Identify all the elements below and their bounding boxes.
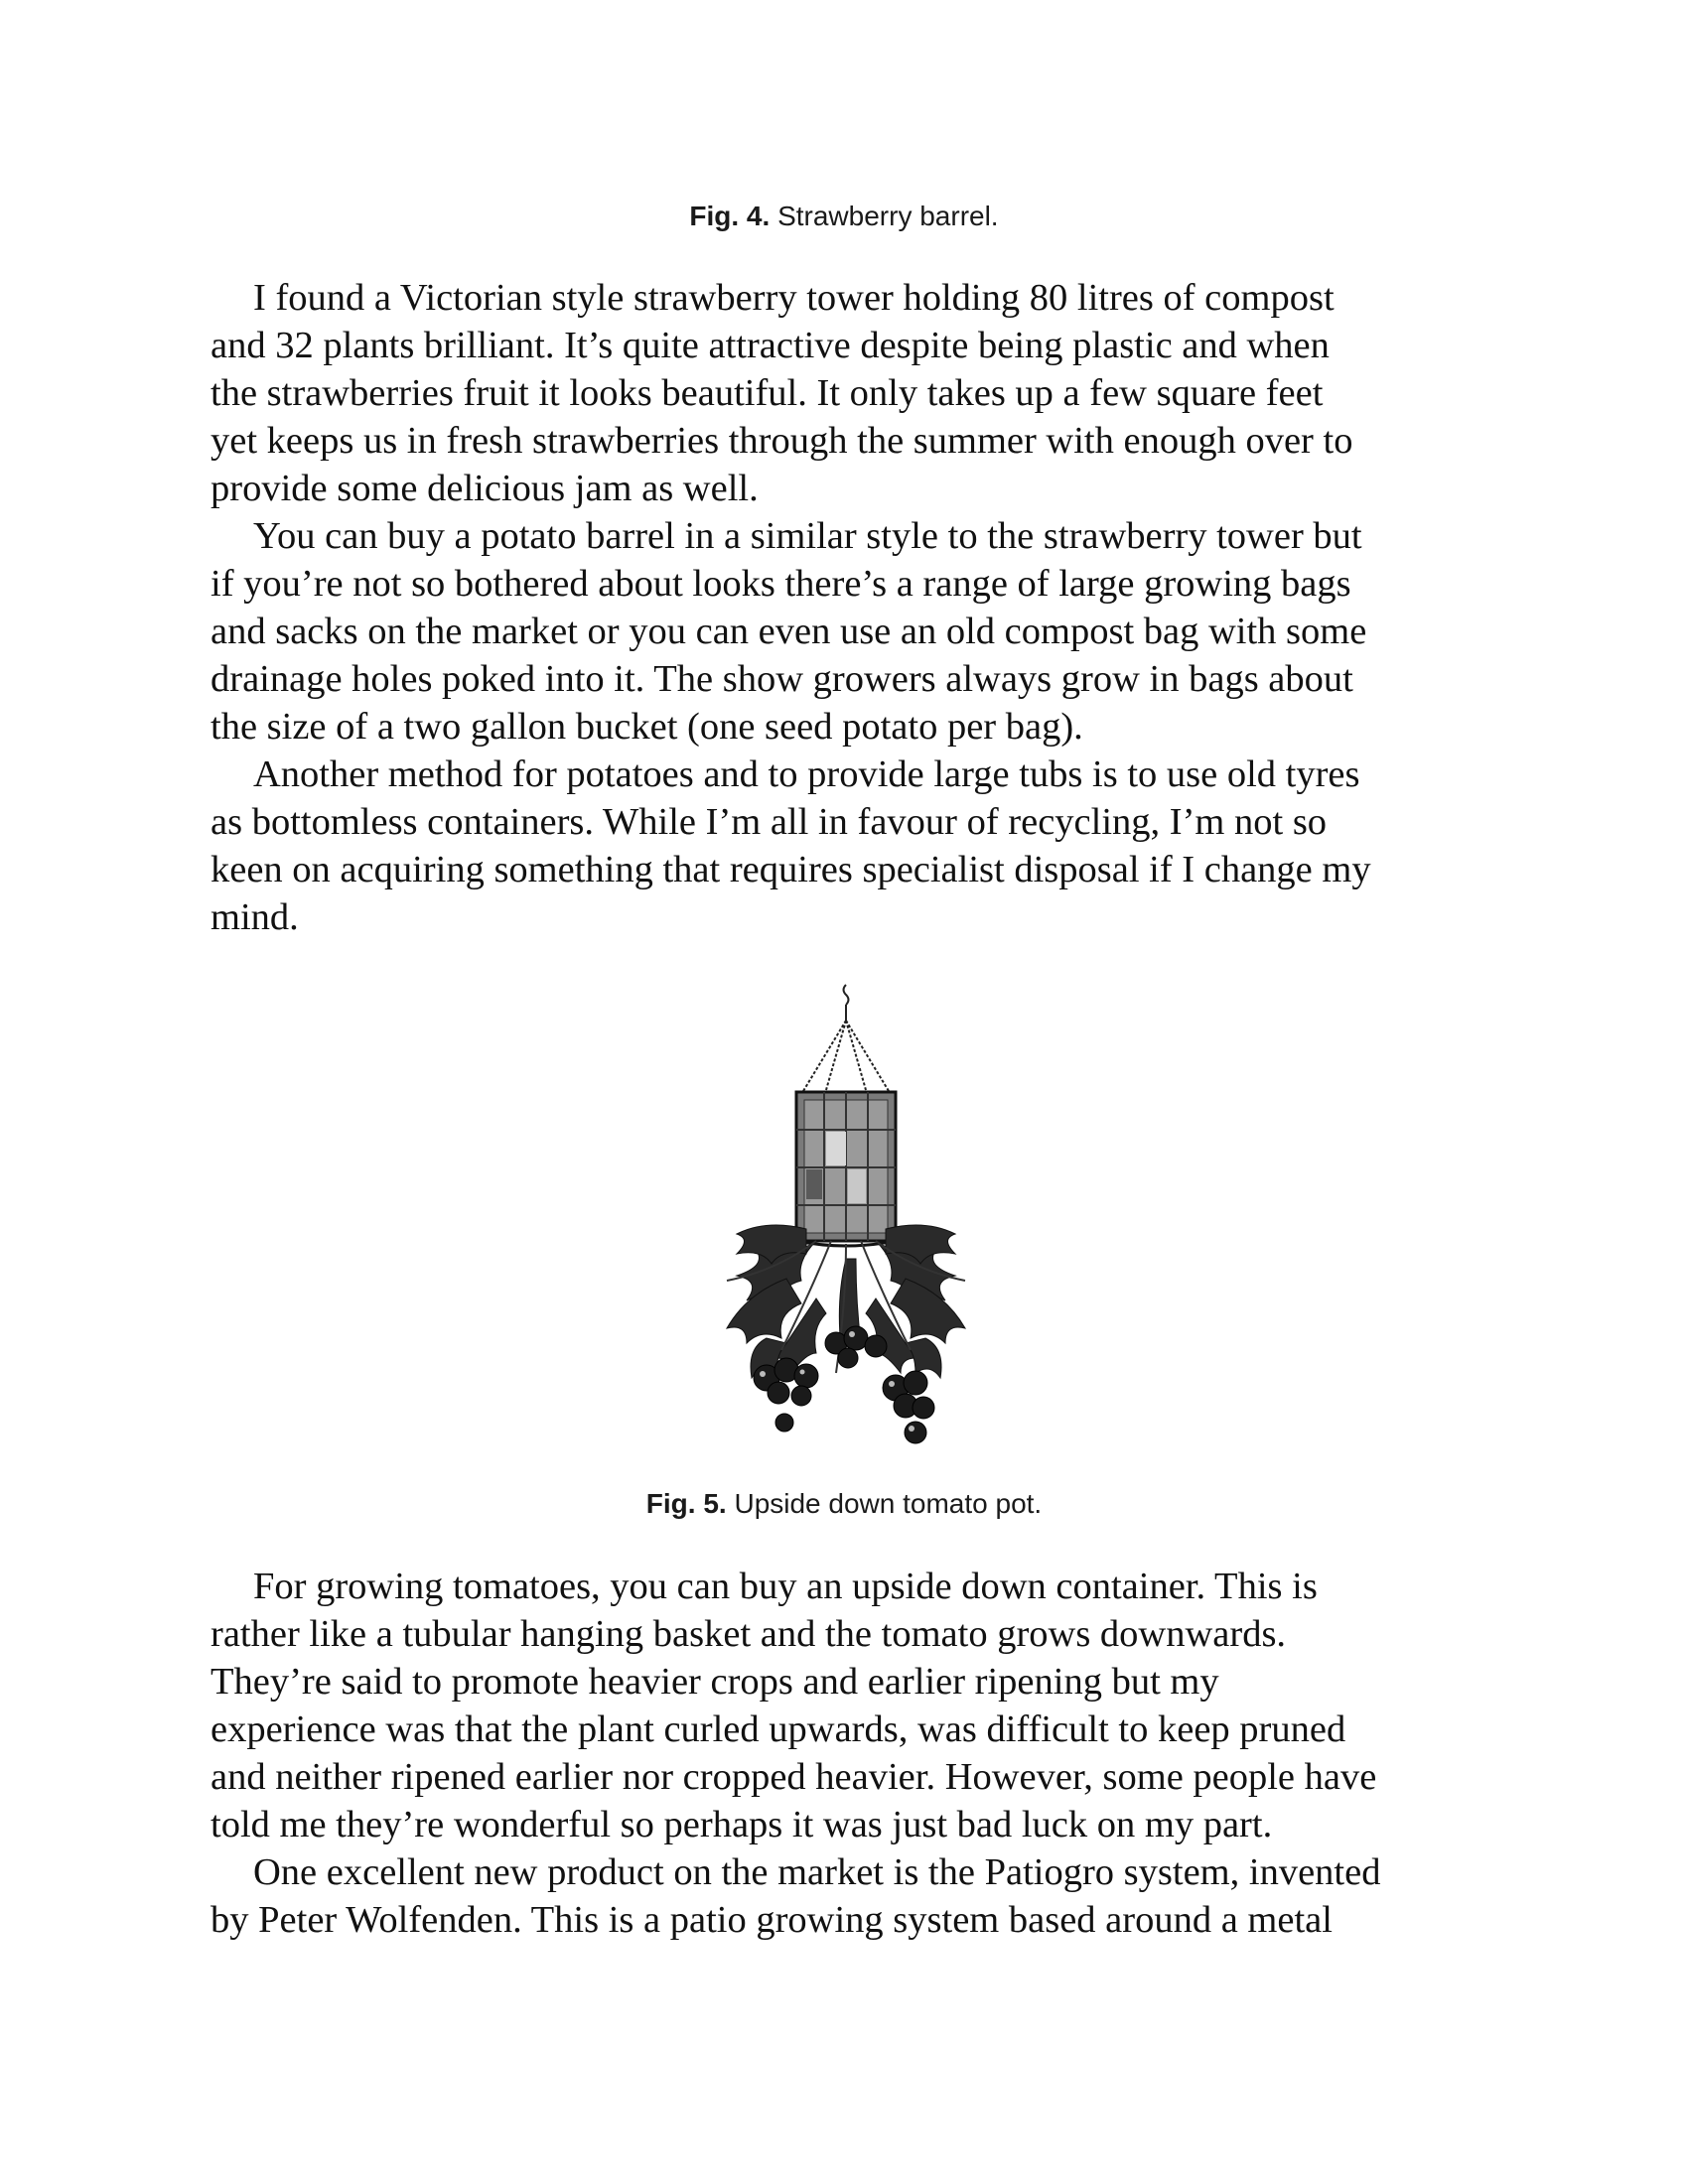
hanging-container — [796, 1092, 896, 1246]
figure-5-label: Fig. 5. — [645, 1488, 727, 1519]
text-line: rather like a tubular hanging basket and the tomato grows downwards. — [211, 1613, 1287, 1655]
text-line: They’re said to promote heavier crops and earlier ripening but my — [211, 1661, 1219, 1703]
text-line: if you’re not so bothered about looks there’s a range of large growing bags — [211, 563, 1351, 605]
paragraph — [211, 1563, 1501, 1848]
text-line: You can buy a potato barrel in a similar style to the strawberry tower but — [253, 515, 1362, 557]
text-line: Another method for potatoes and to provide large tubs is to use old tyres — [253, 753, 1360, 795]
upside-down-tomato-pot-illustration — [667, 981, 1015, 1457]
text-line: For growing tomatoes, you can buy an upside down container. This is — [253, 1566, 1318, 1607]
paragraph — [211, 512, 1501, 751]
text-line: One excellent new product on the market is the Patiogro system, invented — [253, 1851, 1381, 1893]
figure-4-text: Strawberry barrel. — [770, 201, 999, 231]
text-line: and 32 plants brilliant. It’s quite attractive despite being plastic and when — [211, 325, 1330, 366]
text-line: experience was that the plant curled upwards, was difficult to keep pruned — [211, 1708, 1346, 1750]
text-line: and sacks on the market or you can even use an old compost bag with some — [211, 611, 1367, 652]
hanging-hook — [800, 985, 892, 1096]
figure-4-caption — [0, 200, 1688, 233]
text-section-2 — [211, 1563, 1501, 1944]
text-line: by Peter Wolfenden. This is a patio growing system based around a metal — [211, 1899, 1333, 1941]
text-line: told me they’re wonderful so perhaps it was just bad luck on my part. — [211, 1804, 1273, 1845]
text-line: drainage holes poked into it. The show growers always grow in bags about — [211, 658, 1353, 700]
text-line: as bottomless containers. While I’m all in favour of recycling, I’m not so — [211, 801, 1328, 843]
text-line: yet keeps us in fresh strawberries through the summer with enough over to — [211, 420, 1353, 462]
paragraph — [211, 274, 1501, 512]
paragraph — [211, 1848, 1501, 1944]
text-section-1 — [211, 274, 1501, 941]
figure-5-text: Upside down tomato pot. — [726, 1488, 1043, 1519]
figure-5-caption — [0, 1487, 1688, 1521]
text-line: and neither ripened earlier nor cropped heavier. However, some people have — [211, 1756, 1377, 1798]
text-line: keen on acquiring something that requires specialist disposal if I change my — [211, 849, 1371, 890]
text-line: I found a Victorian style strawberry tower holding 80 litres of compost — [253, 277, 1335, 319]
text-line: provide some delicious jam as well. — [211, 468, 759, 509]
text-line: mind. — [211, 896, 299, 938]
paragraph — [211, 751, 1501, 941]
figure-4-label: Fig. 4. — [689, 201, 771, 231]
text-line: the strawberries fruit it looks beautiful. It only takes up a few square feet — [211, 372, 1324, 414]
text-line: the size of a two gallon bucket (one seed potato per bag). — [211, 706, 1083, 748]
